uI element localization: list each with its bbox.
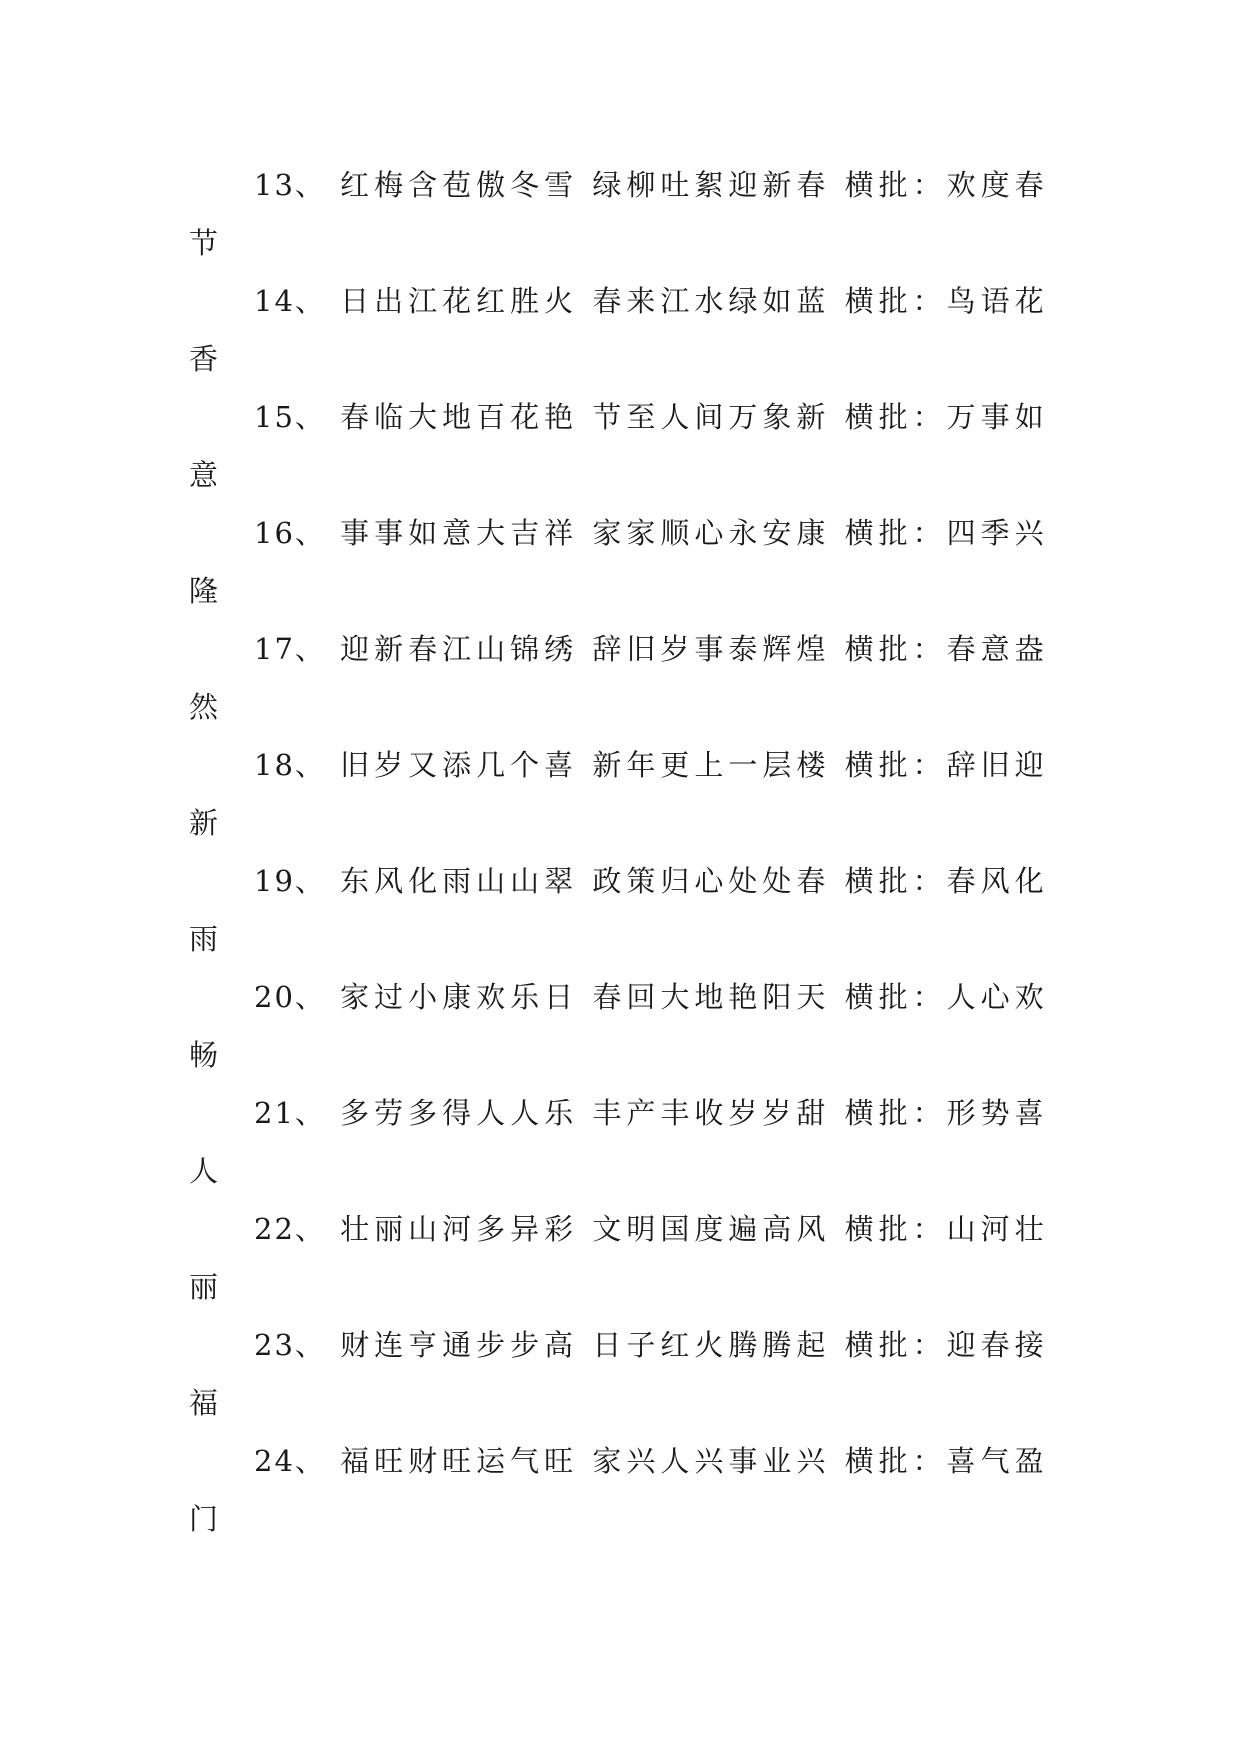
entry-number: 17、 (254, 632, 326, 666)
couplet-entry-15 (189, 388, 1055, 504)
upper-line: 日出江花红胜火 (340, 284, 579, 318)
lower-line: 新年更上一层楼 (592, 748, 831, 782)
couplet-entry-22 (189, 1200, 1055, 1316)
entry-number: 18、 (254, 748, 326, 782)
couplet-entry-16 (189, 504, 1055, 620)
horizontal-label: 横批： (844, 748, 947, 782)
couplet-entry-21 (189, 1084, 1055, 1200)
couplet-entry-19 (189, 852, 1055, 968)
horizontal-label: 横批： (844, 168, 947, 202)
couplet-entry-18 (189, 736, 1055, 852)
entry-number: 23、 (254, 1328, 326, 1362)
lower-line: 政策归心处处春 (592, 864, 831, 898)
horizontal-label: 横批： (844, 284, 947, 318)
entry-number: 21、 (254, 1096, 326, 1130)
horizontal-label: 横批： (844, 1444, 947, 1478)
lower-line: 春来江水绿如蓝 (592, 284, 831, 318)
lower-line: 春回大地艳阳天 (592, 980, 831, 1014)
entry-number: 14、 (254, 284, 326, 318)
upper-line: 家过小康欢乐日 (340, 980, 579, 1014)
lower-line: 丰产丰收岁岁甜 (592, 1096, 831, 1130)
upper-line: 东风化雨山山翠 (340, 864, 579, 898)
lower-line: 日子红火腾腾起 (592, 1328, 831, 1362)
lower-line: 文明国度遍高风 (592, 1212, 831, 1246)
horizontal-label: 横批： (844, 516, 947, 550)
entry-number: 13、 (254, 168, 326, 202)
lower-line: 家家顺心永安康 (592, 516, 831, 550)
horizontal-scroll-text: 喜气盈门 (189, 1444, 1049, 1536)
horizontal-scroll-text: 形势喜人 (189, 1096, 1049, 1188)
upper-line: 红梅含苞傲冬雪 (340, 168, 579, 202)
lower-line: 绿柳吐絮迎新春 (592, 168, 831, 202)
horizontal-scroll-text: 人心欢畅 (189, 980, 1049, 1072)
couplet-entry-13 (189, 156, 1055, 272)
couplet-entry-14 (189, 272, 1055, 388)
horizontal-label: 横批： (844, 980, 947, 1014)
entry-number: 19、 (254, 864, 326, 898)
upper-line: 春临大地百花艳 (340, 400, 579, 434)
entry-number: 16、 (254, 516, 326, 550)
horizontal-scroll-text: 辞旧迎新 (189, 748, 1049, 840)
upper-line: 事事如意大吉祥 (340, 516, 579, 550)
lower-line: 辞旧岁事泰辉煌 (592, 632, 831, 666)
horizontal-scroll-text: 四季兴隆 (189, 516, 1049, 608)
couplet-list (189, 156, 1055, 1548)
upper-line: 多劳多得人人乐 (340, 1096, 579, 1130)
entry-number: 22、 (254, 1212, 326, 1246)
upper-line: 福旺财旺运气旺 (340, 1444, 579, 1478)
upper-line: 财连亨通步步高 (340, 1328, 579, 1362)
horizontal-scroll-text: 万事如意 (189, 400, 1049, 492)
horizontal-label: 横批： (844, 1096, 947, 1130)
couplet-entry-24 (189, 1432, 1055, 1548)
horizontal-scroll-text: 鸟语花香 (189, 284, 1049, 376)
entry-number: 24、 (254, 1444, 326, 1478)
entry-number: 15、 (254, 400, 326, 434)
lower-line: 节至人间万象新 (592, 400, 831, 434)
horizontal-scroll-text: 春风化雨 (189, 864, 1049, 956)
couplet-entry-17 (189, 620, 1055, 736)
entry-number: 20、 (254, 980, 326, 1014)
horizontal-scroll-text: 山河壮丽 (189, 1212, 1049, 1304)
upper-line: 迎新春江山锦绣 (340, 632, 579, 666)
horizontal-scroll-text: 欢度春节 (189, 168, 1049, 260)
couplet-entry-20 (189, 968, 1055, 1084)
horizontal-label: 横批： (844, 1212, 947, 1246)
upper-line: 壮丽山河多异彩 (340, 1212, 579, 1246)
horizontal-scroll-text: 春意盎然 (189, 632, 1049, 724)
horizontal-label: 横批： (844, 1328, 947, 1362)
horizontal-label: 横批： (844, 632, 947, 666)
horizontal-label: 横批： (844, 400, 947, 434)
couplet-entry-23 (189, 1316, 1055, 1432)
horizontal-scroll-text: 迎春接福 (189, 1328, 1049, 1420)
lower-line: 家兴人兴事业兴 (592, 1444, 831, 1478)
upper-line: 旧岁又添几个喜 (340, 748, 579, 782)
horizontal-label: 横批： (844, 864, 947, 898)
